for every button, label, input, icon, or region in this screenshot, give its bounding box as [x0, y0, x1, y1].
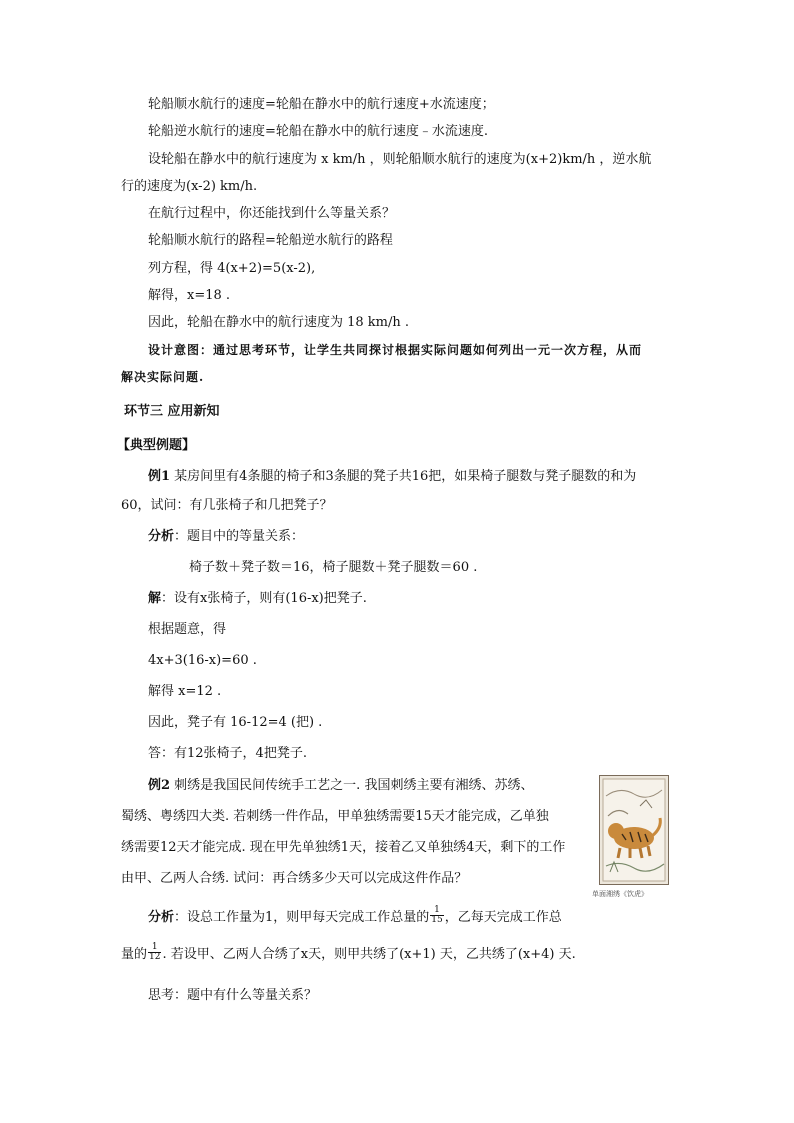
example-1-line-1 — [148, 468, 636, 486]
relation-line: 椅子数＋凳子数＝16，椅子腿数＋凳子腿数＝60 . — [189, 560, 478, 575]
solution-text: ：设有x张椅子，则有(16-x)把凳子. — [161, 591, 367, 606]
design-intent-line-2: 解决实际问题. — [121, 370, 205, 384]
solve-line: 解得 x=12 . — [148, 684, 222, 699]
analysis-1-line — [148, 528, 304, 546]
equation-line: 4x+3(16-x)=60 . — [148, 653, 257, 668]
text-line-4: 行的速度为(x-2) km/h. — [121, 179, 258, 194]
example-1-label: 例1 — [148, 469, 171, 484]
example-1-text: 某房间里有4条腿的椅子和3条腿的凳子共16把，如果椅子腿数与凳子腿数的和为 — [170, 469, 637, 484]
fraction-one-twelfth: $\frac{1}{12}$ — [149, 942, 161, 962]
answer-line: 答：有12张椅子，4把凳子. — [148, 746, 307, 761]
text-line-9: 因此，轮船在静水中的航行速度为 18 km/h . — [148, 315, 410, 330]
example-1-line-2: 60，试问：有几张椅子和几把凳子？ — [121, 498, 333, 513]
analysis-2-text-b: ，乙每天完成工作总 — [444, 910, 562, 925]
example-2-line-1 — [148, 777, 533, 795]
therefore-line: 因此，凳子有 16-12=4 (把) . — [148, 715, 323, 730]
example-2-label: 例2 — [148, 778, 171, 793]
analysis-2-text-a: ：设总工作量为1，则甲每天完成工作总量的 — [174, 910, 430, 925]
analysis-1-text: ：题目中的等量关系： — [174, 529, 305, 544]
figure-caption: 单面湘绣《饮虎》 — [592, 890, 648, 898]
analysis-2-text-d: . 若设甲、乙两人合绣了x天，则甲共绣了(x+1) 天，乙共绣了(x+4) 天. — [162, 947, 576, 962]
solution-line-1 — [148, 590, 367, 608]
fraction-one-fifteenth: $\frac{1}{15}$ — [431, 905, 443, 925]
analysis-1-label: 分析 — [148, 529, 175, 544]
text-line-5: 在航行过程中，你还能找到什么等量关系？ — [148, 206, 396, 221]
analysis-2-line-1 — [148, 905, 562, 932]
section-heading: 环节三 应用新知 — [124, 404, 220, 419]
analysis-2-line-2 — [121, 942, 576, 969]
solution-line-2: 根据题意，得 — [148, 622, 227, 637]
example-2-line-2: 蜀绣、粤绣四大类. 若刺绣一件作品，甲单独绣需要15天才能完成，乙单独 — [121, 809, 549, 824]
analysis-2-text-c: 量的 — [121, 947, 148, 962]
example-heading: 【典型例题】 — [117, 438, 196, 453]
text-line-3: 设轮船在静水中的航行速度为 x km/h ，则轮船顺水航行的速度为(x+2)km/h ，逆水航 — [148, 152, 652, 167]
example-2-text: 刺绣是我国民间传统手工艺之一. 我国刺绣主要有湘绣、苏绣、 — [170, 778, 534, 793]
text-line-7: 列方程，得 4(x+2)=5(x-2), — [148, 261, 316, 276]
text-line-2: 轮船逆水航行的速度=轮船在静水中的航行速度﹣水流速度. — [148, 124, 489, 139]
example-2-line-3: 绣需要12天才能完成. 现在甲先单独绣1天，接着乙又单独绣4天，剩下的工作 — [121, 840, 566, 855]
tiger-embroidery-icon — [600, 776, 668, 884]
design-intent-line-1: 设计意图：通过思考环节，让学生共同探讨根据实际问题如何列出一元一次方程，从而 — [148, 343, 643, 357]
text-line-1: 轮船顺水航行的速度=轮船在静水中的航行速度+水流速度； — [148, 97, 495, 112]
text-line-8: 解得，x=18 . — [148, 288, 231, 303]
text-line-6: 轮船顺水航行的路程=轮船逆水航行的路程 — [148, 233, 393, 248]
embroidery-tiger-picture — [599, 775, 669, 885]
example-2-line-4: 由甲、乙两人合绣. 试问：再合绣多少天可以完成这件作品？ — [121, 871, 468, 886]
think-line: 思考：题中有什么等量关系？ — [148, 988, 318, 1003]
analysis-2-label: 分析 — [148, 910, 175, 925]
solution-label: 解 — [148, 591, 162, 606]
